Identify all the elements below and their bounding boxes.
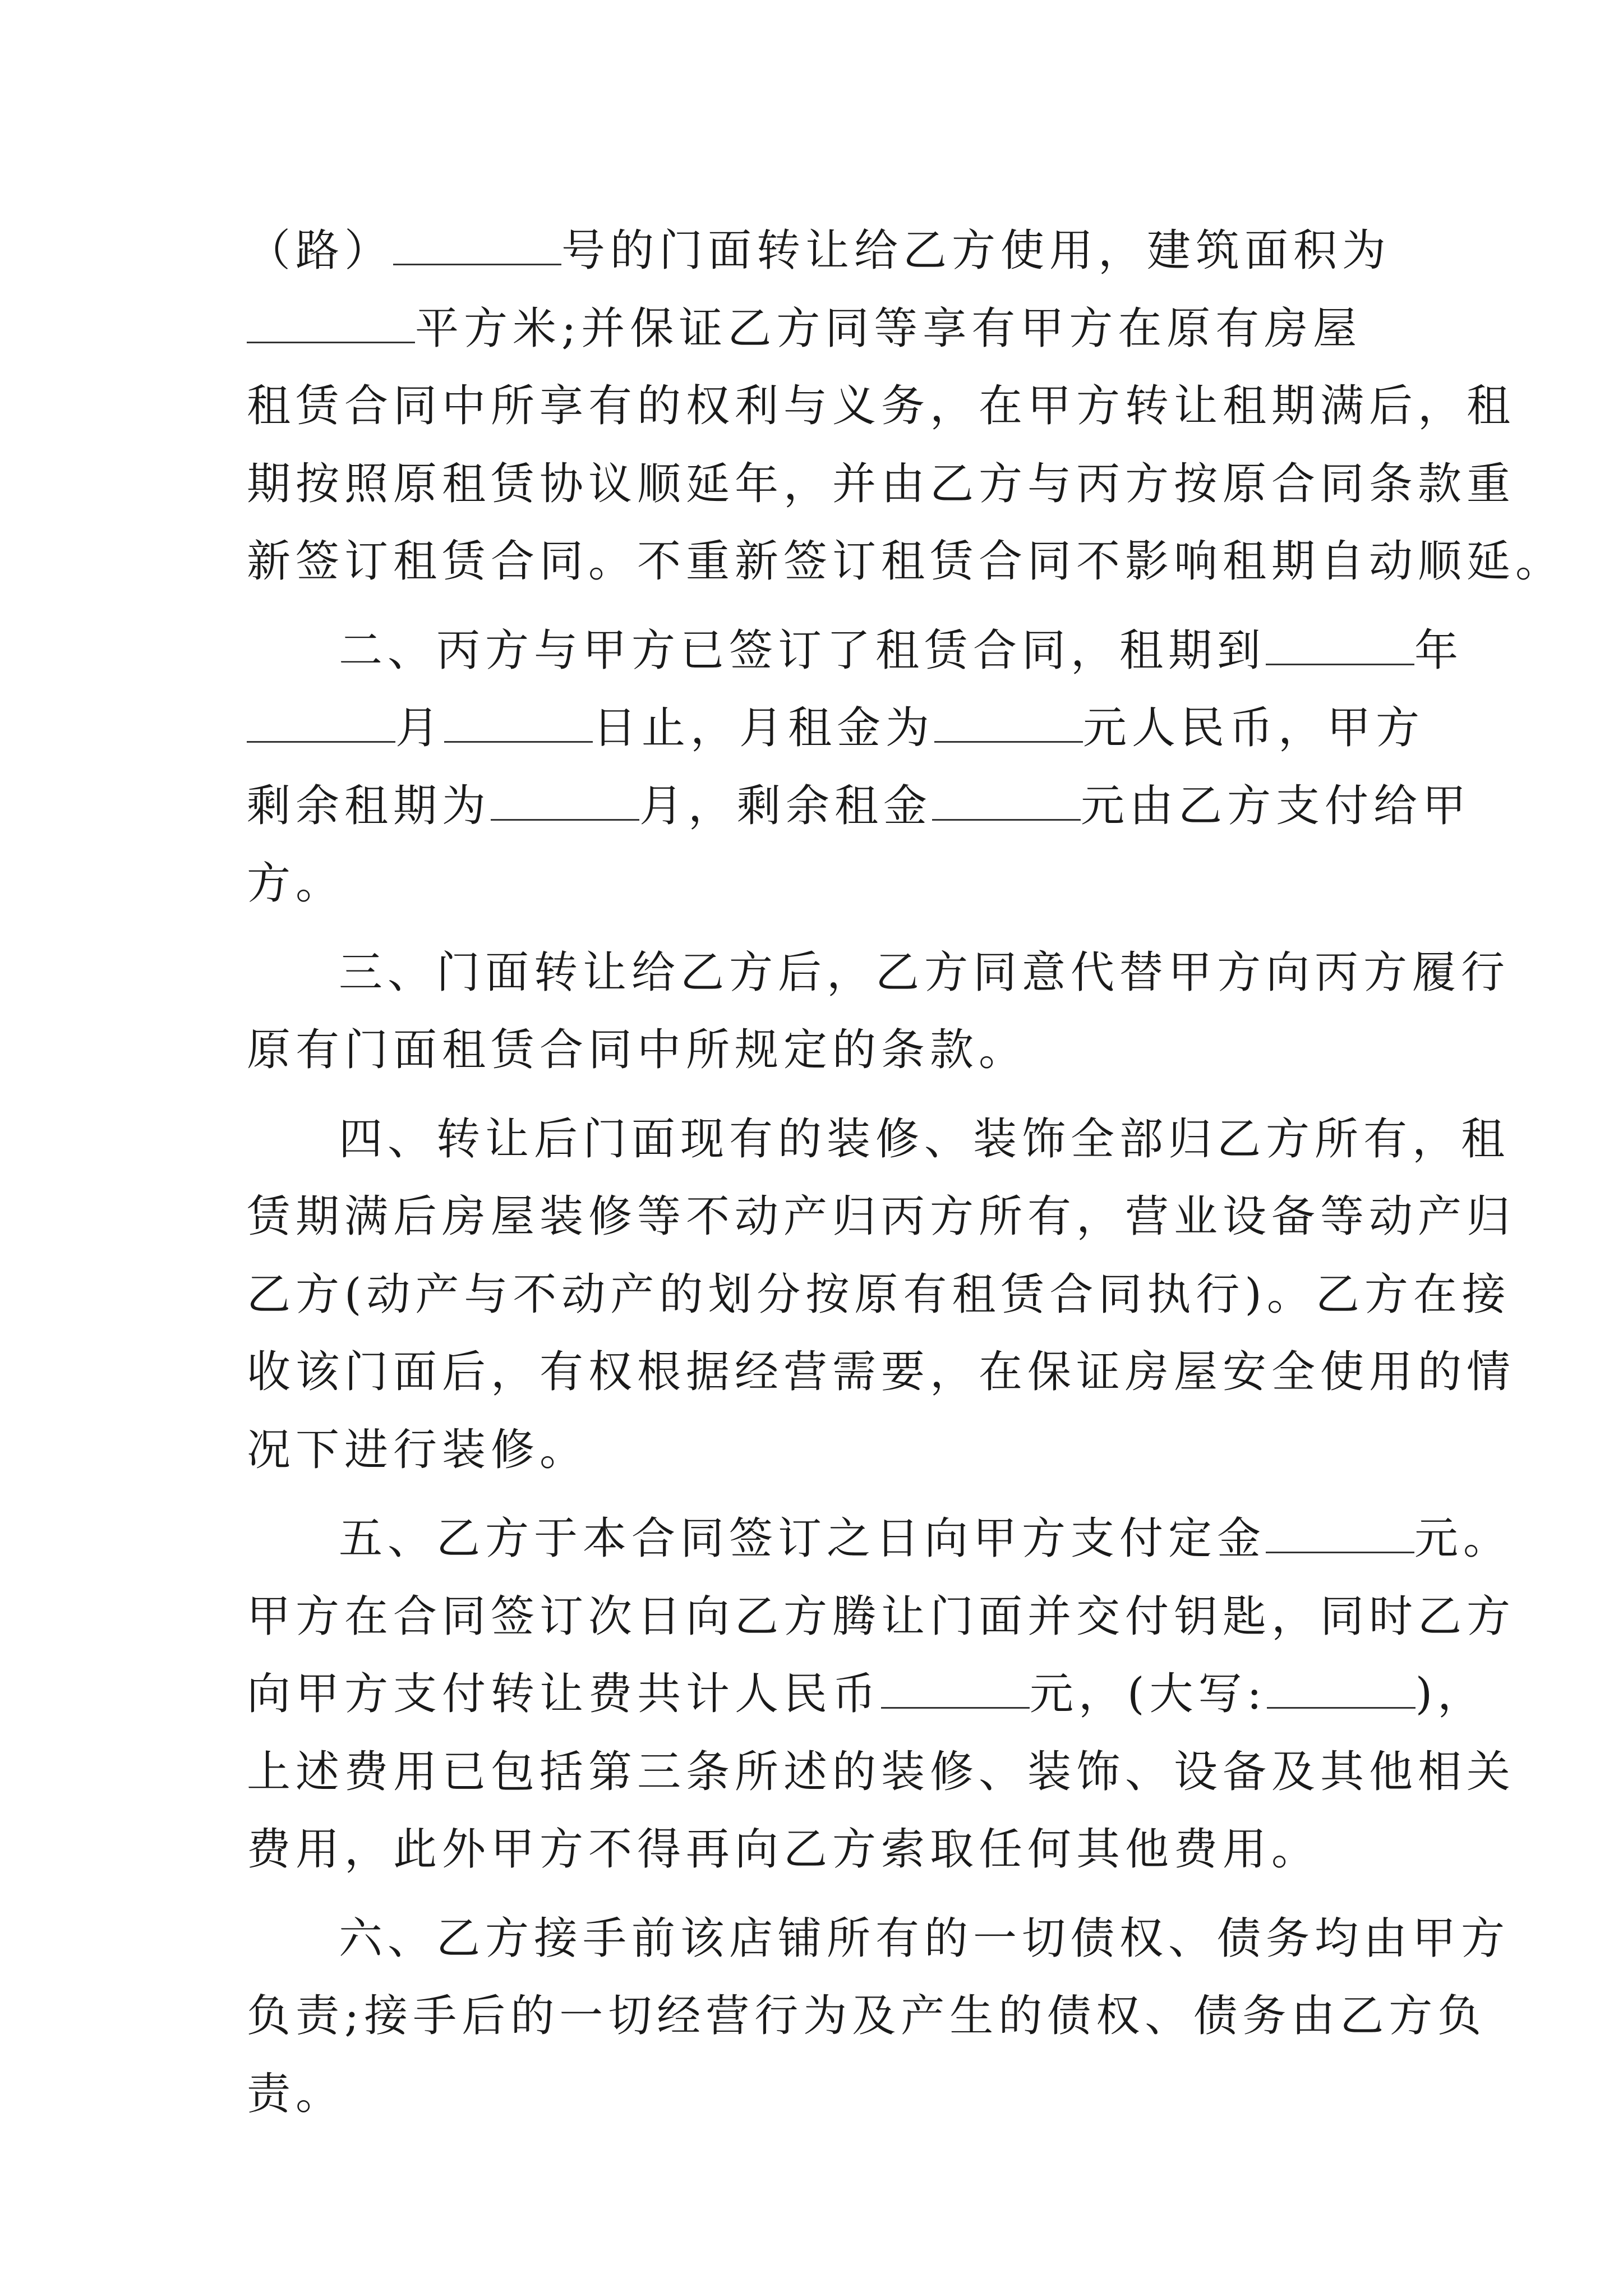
- text-fragment: （路）: [247, 226, 394, 276]
- text-line: 期按照原租赁协议顺延年，并由乙方与丙方按原合同条款重: [247, 458, 1516, 509]
- text-line: [247, 290, 1385, 368]
- text-fragment: 剩余租期为: [247, 780, 491, 831]
- text-line: 况下进行装修。: [247, 1424, 589, 1475]
- text-fragment: 元，(大写:: [1030, 1669, 1267, 1719]
- text-line: 费用，此外甲方不得再向乙方索取任何其他费用。: [247, 1824, 1321, 1875]
- text-line: 上述费用已包括第三条所述的装修、装饰、设备及其他相关: [247, 1746, 1516, 1797]
- text-line: [247, 689, 1425, 767]
- paragraph-debts: [247, 1900, 1510, 2133]
- text-line: [247, 767, 1472, 845]
- text-fragment: 月: [395, 703, 445, 753]
- text-fragment: 元由乙方支付给甲: [1081, 780, 1472, 831]
- text-line: 原有门面租赁合同中所规定的条款。: [247, 1025, 1028, 1075]
- text-line: 乙方(动产与不动产的划分按原有租赁合同执行)。乙方在接: [247, 1269, 1511, 1320]
- blank-field-year: [1266, 629, 1414, 665]
- blank-field-deposit: [1266, 1517, 1414, 1553]
- blank-field-road-number: [393, 229, 561, 265]
- text-fragment: 元人民币，甲方: [1083, 703, 1425, 753]
- blank-field-day: [444, 706, 593, 743]
- text-line: [247, 212, 1391, 290]
- paragraph-payment: [247, 1500, 1516, 1889]
- paragraph-decoration-ownership: [247, 1101, 1516, 1489]
- text-fragment: 五、乙方于本合同签订之日向甲方支付定金: [339, 1513, 1266, 1564]
- text-fragment: 向甲方支付转让费共计人民币: [247, 1669, 882, 1719]
- text-line: 三、门面转让给乙方后，乙方同意代替甲方向丙方履行: [339, 947, 1510, 998]
- text-line: 责。: [247, 2068, 345, 2119]
- text-line: 赁期满后房屋装修等不动产归丙方所有，营业设备等动产归: [247, 1191, 1516, 1242]
- text-line: 甲方在合同签订次日向乙方腾让门面并交付钥匙，同时乙方: [247, 1591, 1516, 1642]
- text-line: 四、转让后门面现有的装修、装饰全部归乙方所有，租: [339, 1114, 1510, 1165]
- text-fragment: 日止，月租金为: [593, 703, 935, 753]
- text-fragment: 年: [1414, 625, 1464, 676]
- text-line: 方。: [247, 858, 345, 909]
- text-line: 收该门面后，有权根据经营需要，在保证房屋安全使用的情: [247, 1347, 1516, 1397]
- contract-body: [247, 212, 1565, 2133]
- blank-field-month: [247, 706, 395, 743]
- text-fragment: 号的门面转让给乙方使用，建筑面积为: [561, 226, 1391, 276]
- blank-field-remaining-months: [491, 784, 639, 821]
- paragraph-transfer-terms: [247, 212, 1565, 601]
- blank-field-amount-in-words: [1267, 1672, 1415, 1709]
- text-line: [247, 1500, 1513, 1578]
- text-fragment: 元。: [1414, 1513, 1513, 1564]
- text-line: 新签订租赁合同。不重新签订租赁合同不影响租期自动顺延。: [247, 536, 1565, 587]
- text-line: [247, 1655, 1487, 1733]
- paragraph-lease-term: [247, 612, 1472, 923]
- text-line: 负责;接手后的一切经营行为及产生的债权、债务由乙方负: [247, 1991, 1487, 2041]
- paragraph-obligations: [247, 934, 1510, 1089]
- text-line: 租赁合同中所享有的权利与义务，在甲方转让租期满后，租: [247, 381, 1516, 431]
- text-fragment: 二、丙方与甲方已签订了租赁合同，租期到: [339, 625, 1266, 676]
- blank-field-area: [247, 307, 415, 343]
- blank-field-transfer-fee: [881, 1672, 1030, 1709]
- text-line: [247, 612, 1464, 690]
- text-fragment: )，: [1415, 1669, 1487, 1719]
- blank-field-remaining-rent: [932, 784, 1081, 821]
- text-line: 六、乙方接手前该店铺所有的一切债权、债务均由甲方: [339, 1913, 1510, 1964]
- text-fragment: 月，剩余租金: [639, 780, 933, 831]
- blank-field-monthly-rent: [934, 706, 1083, 743]
- text-fragment: 平方米;并保证乙方同等享有甲方在原有房屋: [415, 303, 1362, 354]
